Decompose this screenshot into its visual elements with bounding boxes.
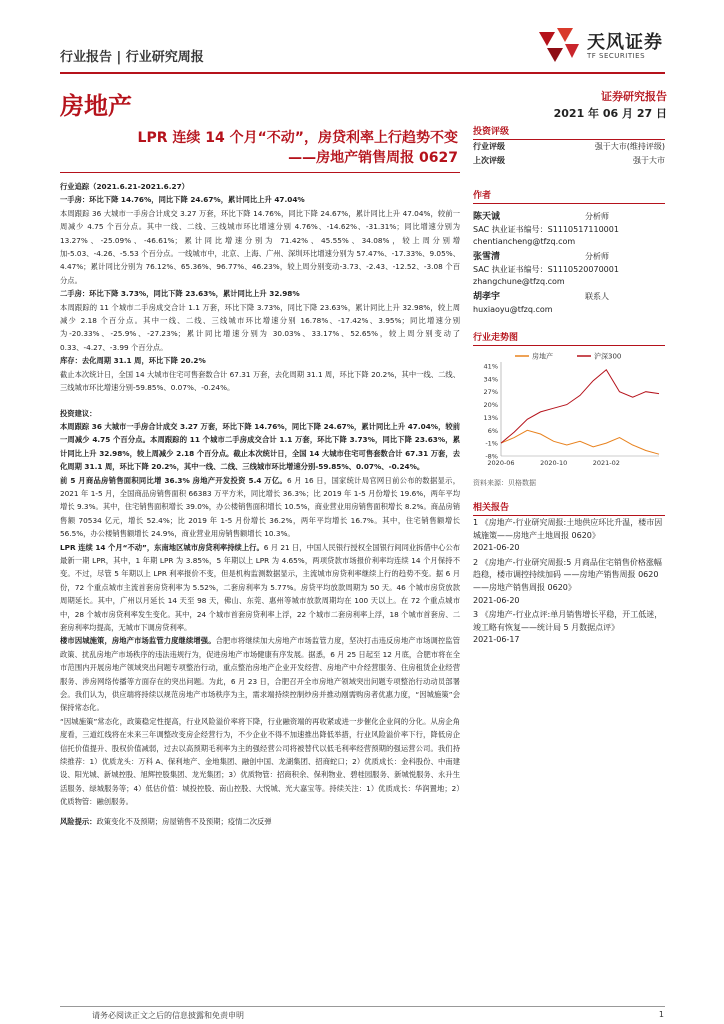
prev-rating-value: 强于大市 xyxy=(633,156,665,165)
x-tick-label: 2021-02 xyxy=(592,459,620,467)
prev-rating-row xyxy=(473,154,665,168)
x-tick-label: 2020-06 xyxy=(487,459,515,467)
lpr-paragraph xyxy=(60,541,460,635)
author-email[interactable]: chentiancheng@tfzq.com xyxy=(473,237,576,246)
sector-title: 房地产 xyxy=(60,92,132,120)
author-name: 胡孝宇 xyxy=(473,292,501,302)
legend-label: 沪深300 xyxy=(594,352,622,361)
y-tick-label: 20% xyxy=(483,401,498,410)
report-type: 证券研究报告 xyxy=(601,90,667,103)
author-card xyxy=(473,250,665,288)
author-section xyxy=(473,188,665,316)
report-category: 行业报告 | 行业研究周报 xyxy=(60,50,204,65)
headline-line1: LPR 连续 14 个月“不动”，房贷利率上行趋势不变 xyxy=(137,130,458,146)
trend-chart xyxy=(473,344,665,474)
new-home-subtitle: 一手房：环比下降 14.76%，同比下降 24.67%，累计同比上升 47.04% xyxy=(60,195,305,205)
author-email[interactable]: huxiaoyu@tfzq.com xyxy=(473,305,553,314)
policy-paragraph xyxy=(60,634,460,714)
related-section xyxy=(473,500,665,516)
page-number: 1 xyxy=(658,1010,664,1019)
related-item-text[interactable]: 1 《房地产-行业研究周报:土地供应环比升温，楼市因城施策——房地产土地周报 0620》 xyxy=(473,518,663,540)
prev-rating-label: 上次评级 xyxy=(473,156,505,165)
x-tick-label: 2020-10 xyxy=(540,459,568,467)
new-home-paragraph: 本周跟踪 36 大城市一手房合计成交 3.27 万套，环比下降 14.76%，同比下降 24.67%，累计同比上升 47.04%，较前一周减少 4.75 个百分点。其中一线、二线、三线城市环比增速分别 4.76%、-14.62%、-31.31%；同比增速分别为 13.27%、-25.09%、-46.61%；累计同比增速分别为 71.42%、45.55%、34.08%，较上周分别增加-5.03、-4.26、-5.53 个百分点。一线城市中，北京、上海、广州、深圳环比增速分别为 57.47%、-17.33%、9.05%、4.47%；累计同比分别为 76.12%、65.36%、96.77%、46.23%，较上周分别变动-3.73、-2.43、-12.52、-3.08 个百分点。 xyxy=(60,208,460,285)
related-item-date: 2021-06-20 xyxy=(473,543,520,553)
lpr-text: 6 月 21 日，中国人民银行授权全国银行间同业拆借中心公布最新一期 LPR，其中，1 年期 LPR 为 3.85%，5 年期以上 LPR 为 4.65%，两项贷款市场报价利率均连续 14 个月保持不变。不过，尽管 5 年期以上 LPR 利率报价不变，但是机构监测数据显示，主流城市房贷利率继续上行的趋势不变。据 6 月份，72 个重点城市主流首套房贷利率为 5.52%，二套房利率为 5.77%。房贷平均放款周期为 50 天。46 个城市房贷放款周期延长。其中，广州以月延长 14 天至 98 天，佛山、东莞、惠州等城市放款周期均在 100 天以上。在 72 个重点城市中，28 个城市房贷利率发生变化。其中，24 个城市首套房贷利率上浮，22 个城市二套房利率上浮，18 个城市首套房、二套房利率均提高，无城市下调房贷利率。 xyxy=(60,542,461,632)
related-item-date: 2021-06-17 xyxy=(473,635,520,645)
tracking-title: 行业追踪（2021.6.21-2021.6.27） xyxy=(60,182,189,191)
related-item-text[interactable]: 3 《房地产-行业点评:单月销售增长平稳，开工低迷，竣工略有恢复——统计局 5 月数据点评》 xyxy=(473,610,663,632)
related-item[interactable] xyxy=(473,609,663,647)
legend-label: 房地产 xyxy=(532,352,553,361)
company-logo xyxy=(535,24,675,68)
series-line-property xyxy=(501,430,659,454)
author-role: 分析师 xyxy=(585,212,609,221)
sales-paragraph xyxy=(60,474,460,541)
footer-disclaimer: 请务必阅读正文之后的信息披露和免责申明 xyxy=(92,1011,244,1020)
y-tick-label: -1% xyxy=(485,439,498,448)
resale-paragraph: 本周跟踪的 11 个城市二手房成交合计 1.1 万套，环比下降 3.73%，同比下降 23.63%，累计同比上升 32.98%，较上周减少 2.18 个百分点。其中一线、二线、三线城市环比增速分别 16.78%、-17.42%、3.95%；同比增速分别为-20.33%、-25.9%、-27.23%；累计同比增速分别为 30.03%、33.17%、52.65%，较上周分别变动了 0.33、-4.27、-3.99 个百分点。 xyxy=(60,302,460,352)
author-sac: SAC 执业证书编号：S1110517110001 xyxy=(473,225,619,234)
advice-summary: 本周跟踪 36 大城市一手房合计成交 3.27 万套，环比下降 14.76%，同比下降 24.67%，累计同比上升 47.04%，较前一周减少 4.75 个百分点。本周跟踪的 11 个城市二手房成交合计 1.1 万套，环比下降 3.73%，同比下降 23.63%，累计同比上升 32.98%，较上周减少 2.18 个百分点。截止本次统计日，全国 14 大城市住宅可售套数合计 67.31 万套，去化周期 31.1 周，环比下降 20.2%，其中一线、二线、三线城市环比增速分别-59.85%、0.07%、-0.24%。 xyxy=(60,421,460,472)
related-title: 相关报告 xyxy=(473,500,665,516)
author-email[interactable]: zhangchune@tfzq.com xyxy=(473,277,565,286)
author-name: 张雪清 xyxy=(473,252,501,262)
inventory-subtitle: 库存：去化周期 31.1 周，环比下降 20.2% xyxy=(60,356,206,366)
footer-divider xyxy=(60,1006,665,1007)
policy-lead: 楼市因城施策，房地产市场监管力度继续增强。 xyxy=(60,636,216,646)
rating-row xyxy=(473,140,665,154)
headline-divider xyxy=(60,172,460,173)
headline-line2: ——房地产销售周报 0627 xyxy=(288,150,458,166)
rating-label: 行业评级 xyxy=(473,142,505,151)
y-tick-label: 6% xyxy=(487,426,498,435)
sales-lead: 前 5 月商品房销售面积同比增 36.3% 房地产开发投资 5.4 万亿。 xyxy=(60,475,287,485)
header-divider xyxy=(60,72,665,74)
main-body xyxy=(60,180,460,828)
related-item-date: 2021-06-20 xyxy=(473,595,520,605)
trend-title: 行业走势图 xyxy=(473,330,665,346)
report-date: 2021 年 06 月 27 日 xyxy=(553,107,667,120)
author-card xyxy=(473,210,665,248)
y-tick-label: 13% xyxy=(483,413,498,422)
author-role: 分析师 xyxy=(585,252,609,261)
resale-subtitle: 二手房：环比下降 3.73%，同比下降 23.63%，累计同比上升 32.98% xyxy=(60,289,300,299)
author-sac: SAC 执业证书编号：S1110520070001 xyxy=(473,265,619,274)
related-item-text[interactable]: 2 《房地产-行业研究周报:5 月商品住宅销售价格涨幅趋稳，楼市调控持续加码 ——房地产销售周报 0620——房地产销售周报 0620》 xyxy=(473,557,662,592)
report-headline xyxy=(60,128,458,168)
chart-source: 资料来源：贝格数据 xyxy=(473,479,536,487)
logo-name: 天风证券 xyxy=(587,32,663,53)
author-card xyxy=(473,290,665,316)
author-title: 作者 xyxy=(473,188,665,204)
advice-title: 投资建议： xyxy=(60,408,97,418)
lpr-lead: LPR 连续 14 个月“不动”，东南地区城市房贷利率持续上行。 xyxy=(60,542,264,552)
y-tick-label: 34% xyxy=(483,375,498,384)
author-name: 陈天诚 xyxy=(473,212,501,222)
risk-lead: 风险提示： xyxy=(60,816,97,826)
rating-value: 强于大市(维持评级) xyxy=(594,142,665,151)
risk-paragraph xyxy=(60,815,460,828)
logo-en: TF SECURITIES xyxy=(587,52,646,60)
rating-title: 投资评级 xyxy=(473,124,665,140)
y-tick-label: 27% xyxy=(483,388,498,397)
inventory-paragraph: 截止本次统计日，全国 14 大城市住宅可售套数合计 67.31 万套，去化周期 31.1 周，环比下降 20.2%，其中一线、二线、三线城市环比增速分别-59.85%、0.07%、-0.24%。 xyxy=(60,369,460,393)
sales-text: 6 月 16 日，国家统计局官网日前公布的数据显示，2021 年 1-5 月，全国商品房销售面积 66383 万平方米，同比增长 36.3%；比 2019 年 1-5 月份增长 19.6%，两年平均增长 9.3%。其中，住宅销售面积增长 39.0%，办公楼销售面积增长 10.5%，商业营业用房销售面积增长 8.2%。商品房销售额 70534 亿元，增长 52.4%；比 2019 年 1-5 月份增长 36.2%，两年平均增长 16.7%。其中，住宅销售额增长 56.5%，办公楼销售额增长 24.9%，商业营业用房销售额增长 10.3%。 xyxy=(60,475,461,539)
y-tick-label: -8% xyxy=(485,452,498,461)
rating-section xyxy=(473,124,665,168)
related-item[interactable] xyxy=(473,557,663,607)
y-tick-label: 41% xyxy=(483,362,498,371)
related-list xyxy=(473,517,663,647)
policy-text: 合肥市将继续加大房地产市场监管力度，坚决打击违反房地产市场调控监管政策、扰乱房地产市场秩序的违法违规行为，促进房地产市场健康有序发展。据悉，6 月 25 日起至 12 月底，合肥市将在全市范围内开展房地产领域突出问题专项整治行动，重点整治房地产企业开发经营、房地产中介经营服务、住房租赁企业经营服务、涉房网络传播等方面存在的突出问题。为此，6 月 23 日，合肥召开全市房地产领域突出问题专项整治行动动员部署会。我们认为，供应端将持续以规范房地产市场秩序为主，需求端持续控制炒房并推动刚需购房者优惠力度，“因城施策”会保持常态化。 xyxy=(60,636,461,713)
risk-text: 政策变化不及预期；房屋销售不及预期；疫情二次反弹 xyxy=(96,816,272,826)
author-role: 联系人 xyxy=(585,292,609,301)
related-item[interactable] xyxy=(473,517,663,555)
recommend-paragraph: “因城施策”常态化，政策稳定性提高，行业风险溢价率将下降，行业融资端的再收紧或进一步催化企业间的分化。从房企角度看，三道红线将在未来三年调整改变房企经营行为，不少企业不得不加速推出降低举措，行业风险溢价率下行，降低房企信托价值提升、股权价值减弱，过去以高预期毛利率为主的强经营公司将被替代以低毛利率经营预期的强运营公司。我们持续推荐：1）优质龙头：万科 A、保利地产、金地集团、融创中国、龙湖集团、招商蛇口；2）优质成长：金科股份、中南建设、阳光城、新城控股、旭辉控股集团、龙光集团；3）优质物管：招商积余、保利物业、碧桂园服务、新城悦服务、永升生活服务、绿城服务等；4）低估价值：城投控股、南山控股、大悦城、光大嘉宝等。持续关注：1）优质成长：华润置地；2）优质物管：融创服务。 xyxy=(60,716,460,807)
logo-mark-icon xyxy=(535,24,581,66)
